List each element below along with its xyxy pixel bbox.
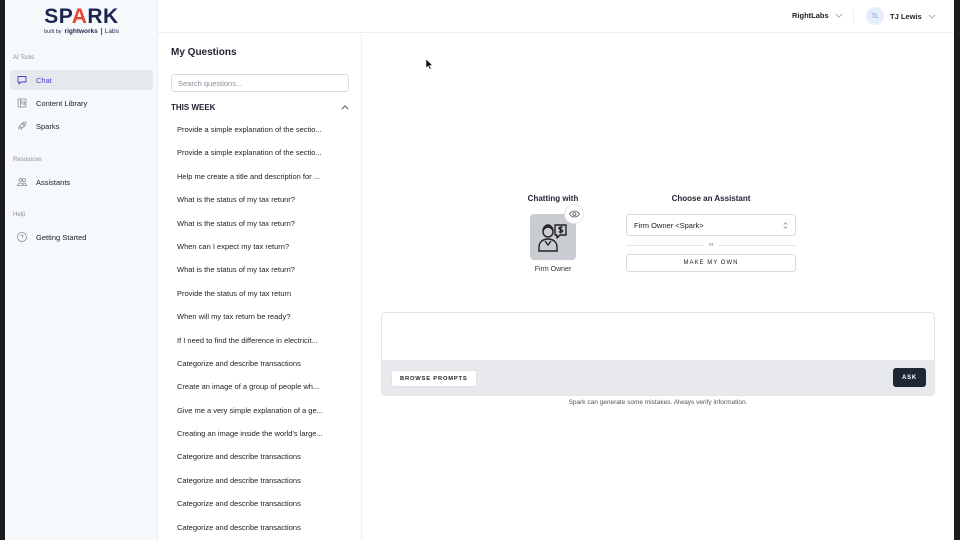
rocket-icon: [16, 120, 28, 132]
question-item[interactable]: Categorize and describe transactions: [177, 499, 301, 509]
sidebar-item-label: Sparks: [36, 121, 60, 131]
top-header: [158, 0, 954, 33]
assistant-avatar-card: [530, 214, 576, 260]
selected-assistant: Firm Owner <Spark>: [634, 220, 704, 230]
assistant-name: Firm Owner: [534, 266, 572, 273]
question-item[interactable]: What is the status of my tax retunr?: [177, 195, 295, 205]
org-name: RightLabs: [792, 11, 829, 20]
chatting-with-block: [513, 194, 593, 273]
sidebar: [5, 0, 158, 540]
questions-panel: [158, 34, 362, 540]
chat-main: [363, 34, 954, 540]
question-item[interactable]: Categorize and describe transactions: [177, 475, 301, 485]
logo-wordmark: SPARK: [44, 5, 119, 28]
header-divider: [853, 10, 854, 23]
choose-assistant-block: [626, 194, 796, 272]
question-item[interactable]: Creating an image inside the world's large...: [177, 429, 323, 439]
question-item[interactable]: If I need to find the difference in electricit...: [177, 335, 318, 345]
ask-button[interactable]: ASK: [893, 368, 926, 387]
sidebar-item-label: Content Library: [36, 98, 88, 108]
question-circle-icon: [16, 231, 28, 243]
question-item[interactable]: When can I expect my tax return?: [177, 241, 290, 251]
eye-icon: [569, 210, 580, 218]
group-toggle-this-week[interactable]: [171, 103, 349, 112]
question-item[interactable]: Provide a simple explanation of the sectio...: [177, 125, 322, 134]
question-item[interactable]: Help me create a title and description for ...: [177, 171, 320, 181]
questions-list: [177, 123, 353, 540]
question-item[interactable]: Create an image of a group of people wh...: [177, 382, 320, 392]
user-name: TJ Lewis: [890, 11, 922, 21]
make-my-own-button[interactable]: MAKE MY OWN: [626, 254, 796, 272]
question-item[interactable]: Provide a simple explanation of the sectio...: [177, 148, 322, 158]
firm-owner-icon: [535, 219, 571, 255]
avatar: TL: [866, 7, 884, 25]
browse-prompts-button[interactable]: BROWSE PROMPTS: [391, 370, 477, 387]
sidebar-item-label: Assistants: [36, 177, 71, 187]
or-divider: or: [626, 242, 796, 248]
question-item[interactable]: Give me a very simple explanation of a ge...: [177, 405, 323, 415]
spark-logo[interactable]: [5, 6, 158, 35]
select-updown-icon: [783, 221, 788, 230]
view-assistant-button[interactable]: [564, 204, 584, 224]
users-icon: [16, 176, 28, 188]
group-label: THIS WEEK: [171, 103, 216, 112]
question-item[interactable]: What is the status of my tax return?: [177, 265, 295, 275]
questions-title: My Questions: [171, 47, 237, 58]
question-item[interactable]: What is the status of my tax return?: [177, 218, 295, 228]
sidebar-item-assistants[interactable]: [10, 172, 153, 192]
section-label-help: Help: [13, 212, 26, 218]
question-item[interactable]: Provide the status of my tax return: [177, 288, 292, 298]
search-questions-input[interactable]: [171, 74, 349, 92]
disclaimer-text: Spark can generate some mistakes. Always verify information.: [568, 399, 748, 406]
prompt-composer: [381, 312, 935, 396]
assistant-select[interactable]: [626, 214, 796, 236]
question-item[interactable]: Categorize and describe transactions: [177, 522, 301, 532]
sidebar-item-getting-started[interactable]: [10, 227, 153, 247]
sidebar-item-chat[interactable]: [10, 70, 153, 90]
org-switcher[interactable]: [792, 11, 843, 20]
chevron-down-icon: [835, 13, 843, 18]
prompt-textarea[interactable]: [382, 313, 934, 361]
chevron-up-icon: [341, 105, 349, 110]
app-window: [5, 0, 954, 540]
chatting-with-label: Chatting with: [527, 194, 579, 203]
library-icon: [16, 97, 28, 109]
sidebar-item-label: Getting Started: [36, 232, 87, 242]
choose-assistant-label: Choose an Assistant: [671, 194, 751, 203]
sidebar-item-content-library[interactable]: [10, 93, 153, 113]
sidebar-item-label: Chat: [36, 75, 52, 85]
chevron-down-icon: [928, 14, 936, 19]
section-label-ai-tools: AI Tools: [13, 55, 35, 61]
section-label-resources: Resources: [13, 157, 42, 163]
user-menu[interactable]: [866, 7, 936, 25]
question-item[interactable]: Categorize and describe transactions: [177, 452, 301, 462]
question-item[interactable]: When will my tax return be ready?: [177, 312, 291, 322]
mouse-cursor-icon: [426, 59, 434, 70]
sidebar-item-sparks[interactable]: [10, 116, 153, 136]
question-item[interactable]: Categorize and describe transactions: [177, 358, 301, 368]
logo-subtitle: built by rightworks Labs: [44, 28, 119, 35]
chat-bubble-icon: [16, 74, 28, 86]
